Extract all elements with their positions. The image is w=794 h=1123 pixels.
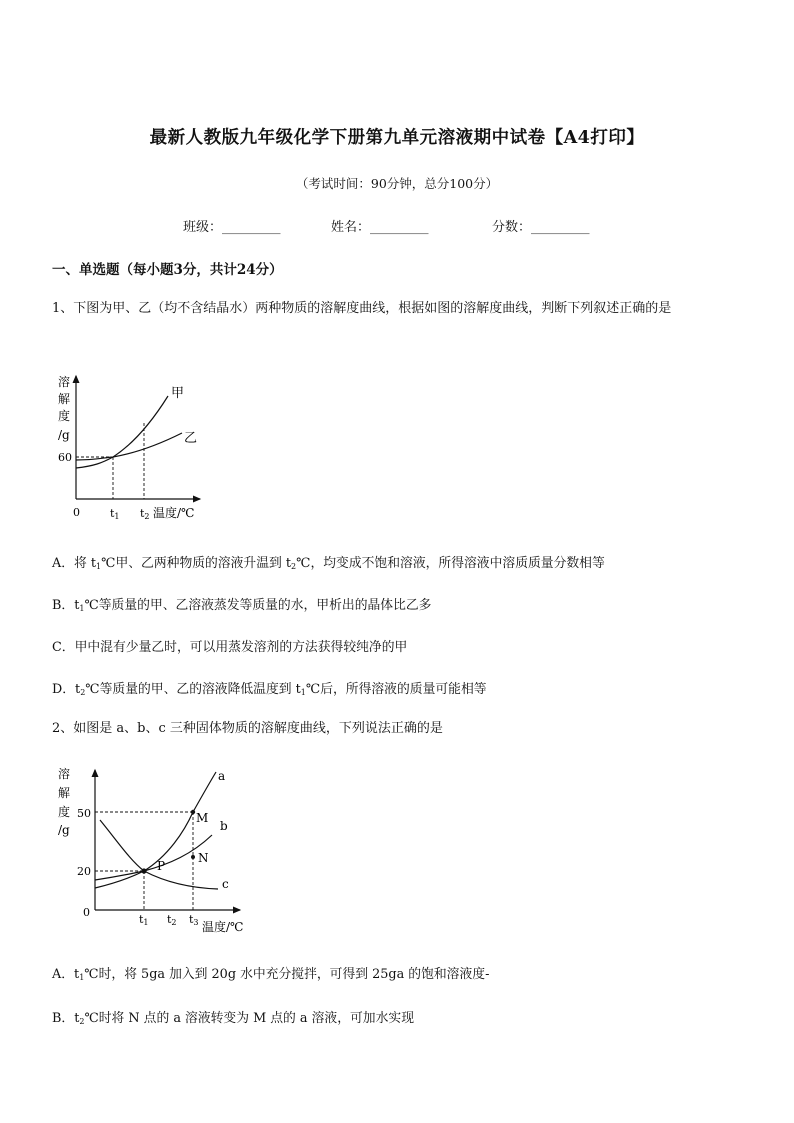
name-field: 姓名：_________ (331, 220, 429, 235)
q2-xlabel: 温度/℃ (202, 920, 244, 934)
q2-ylabel-2: 解 (58, 786, 71, 800)
q2-xtick-t1: t1 (139, 913, 149, 927)
q2-label-n: N (198, 851, 209, 865)
q2-ytick-20: 20 (77, 865, 91, 878)
q1-label-yi: 乙 (184, 431, 198, 446)
q1-ylabel-2: 解 (58, 392, 71, 406)
q1-solubility-chart (50, 368, 220, 528)
page-title: 最新人教版九年级化学下册第九单元溶液期中试卷【A4打印】 (149, 128, 645, 148)
q2-xtick-t3: t3 (189, 913, 199, 927)
q1-xtick-t1: t1 (110, 507, 120, 521)
q2-ylabel-1: 溶 (58, 767, 71, 781)
q1-option-d[interactable]: D．$t_2℃$等质量的甲、乙的溶液降低温度到 $t_1℃$后，所得溶液的质量可能相等 (52, 682, 487, 697)
score-field: 分数：_________ (492, 220, 590, 235)
question-1-text: 1、下图为甲、乙（均不含结晶水）两种物质的溶解度曲线，根据如图的溶解度曲线，判断下列叙述正确的是 (52, 301, 672, 316)
q1-ylabel-4: /g (58, 428, 70, 442)
question-2-text: 2、如图是 a、b、c 三种固体物质的溶解度曲线，下列说法正确的是 (52, 721, 443, 736)
q2-point-p (141, 868, 146, 873)
q2-option-b[interactable]: B．$t_2℃$时将 N 点的 a 溶液转变为 M 点的 a 溶液，可加水实现 (52, 1011, 414, 1026)
q1-curve-jia (76, 396, 168, 468)
q2-ytick-50: 50 (77, 807, 91, 820)
q2-ylabel-4: /g (58, 823, 70, 837)
q1-origin: 0 (73, 506, 80, 519)
q1-ylabel-1: 溶 (58, 375, 71, 389)
q1-xtick-t2: t2 (140, 507, 150, 521)
q2-label-m: M (196, 811, 209, 825)
q2-label-c: c (222, 877, 229, 891)
q1-ytick-60: 60 (58, 451, 72, 464)
q2-label-p: P (157, 859, 166, 873)
q2-label-a: a (218, 769, 226, 783)
q2-curve-a (95, 772, 216, 888)
q1-option-b[interactable]: B．$t_1℃$等质量的甲、乙溶液蒸发等质量的水，甲析出的晶体比乙多 (52, 598, 432, 613)
q1-label-jia: 甲 (171, 386, 185, 401)
q2-point-n (191, 855, 195, 859)
q2-ylabel-3: 度 (58, 805, 71, 819)
section-heading: 一、单选题（每小题3分，共计24分） (52, 262, 283, 278)
q1-ylabel-3: 度 (58, 409, 71, 423)
q2-xtick-t2: t2 (167, 913, 177, 927)
exam-subtitle: （考试时间：90分钟，总分100分） (295, 176, 499, 191)
q2-option-a[interactable]: A．$t_1℃$时，将 5ga 加入到 20g 水中充分搅拌，可得到 25ga 的饱和溶液度- (52, 967, 490, 982)
q2-origin: 0 (83, 906, 90, 919)
q2-label-b: b (220, 819, 228, 833)
class-field: 班级：_________ (183, 220, 281, 235)
q1-option-a[interactable]: A．将 $t_1℃$甲、乙两种物质的溶液升温到 $t_2℃$，均变成不饱和溶液，所得溶液中溶质质量分数相等 (52, 556, 605, 571)
q2-point-m (191, 810, 195, 814)
q1-option-c[interactable]: C．甲中混有少量乙时，可以用蒸发溶剂的方法获得较纯净的甲 (52, 640, 408, 655)
q2-solubility-chart (50, 760, 260, 940)
q1-xlabel: 温度/℃ (153, 506, 195, 520)
q1-curve-yi (76, 433, 182, 460)
